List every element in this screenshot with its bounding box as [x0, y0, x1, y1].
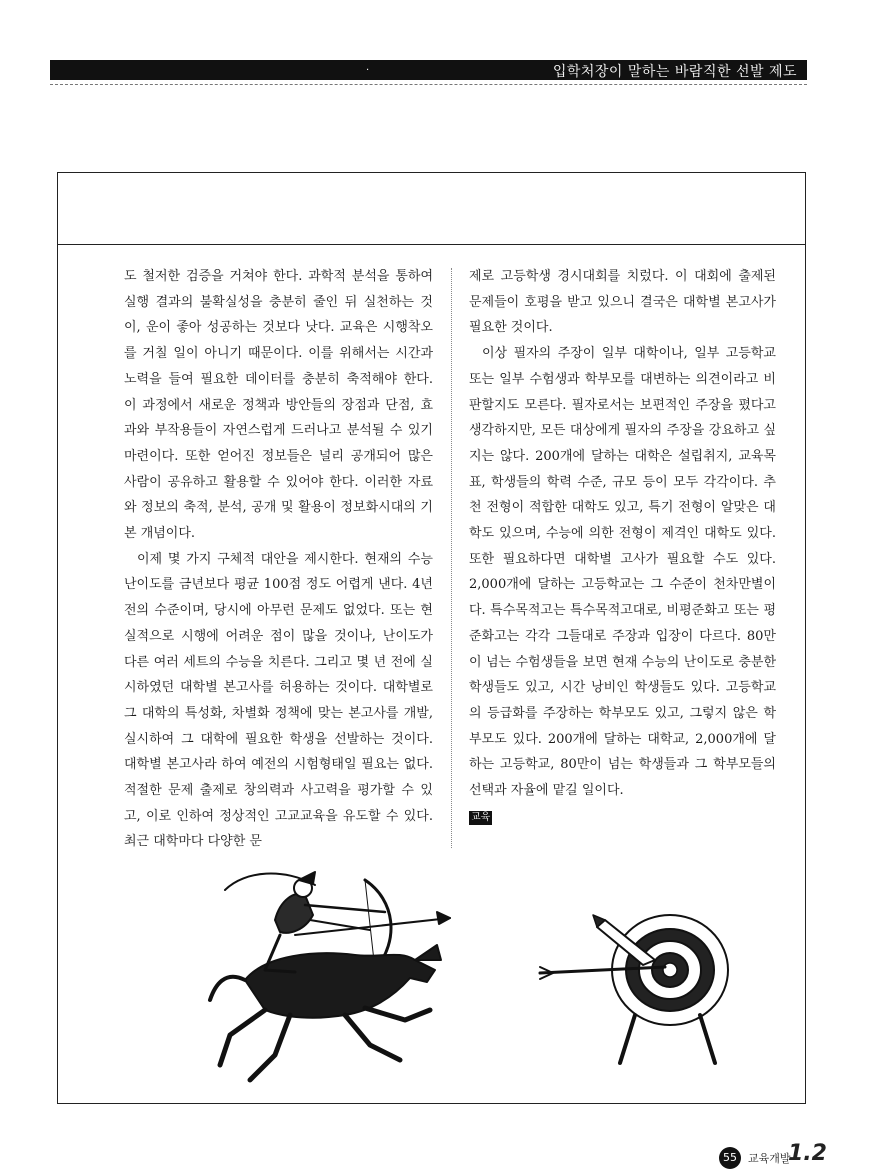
issue-number: 1.2 [788, 1141, 827, 1166]
column-divider [451, 268, 452, 848]
right-column [469, 264, 776, 829]
section-title: 입학처장이 말하는 바람직한 선발 제도 [552, 64, 797, 80]
left-column [124, 264, 433, 855]
magazine-name: 교육개발 [748, 1152, 791, 1165]
header-rule [50, 84, 807, 85]
archer-horse-illustration [205, 860, 465, 1095]
right-paragraph-2: 이상 필자의 주장이 일부 대학이나, 일부 고등학교 또는 일부 수험생과 학부모를 대변하는 의견이라고 비판할지도 모른다. 필자로서는 보편적인 주장을 폈다고 생각하지만, 모든 대상에게 필자의 주장을 강요하고 싶지는 않다. 200개에 달하는 대학은 설립취지, 교육목표, 학생들의 학력 수준, 규모 등이 모두 각각이다. 추천 전형이 적합한 대학도 있고, 특기 전형이 알맞은 대학도 있으며, 수능에 의한 전형이 제격인 대학도 있다. 또한 필요하다면 대학별 고사가 필요할 수도 있다. 2,000개에 달하는 고등학교는 그 수준이 천차만별이다. 특수목적고는 특수목적고대로, 비평준화고 또는 평준화고는 각각 그들대로 주장과 입장이 다르다. 80만이 넘는 수험생들을 보면 현재 수능의 난이도로 충분한 학생들도 있고, 시간 낭비인 학생들도 있다. 고등학교의 등급화를 주장하는 학부모도 있고, 그렇지 않은 학부모도 있다. 200개에 달하는 대학교, 2,000개에 달하는 고등학교, 80만이 넘는 학생들과 그 학부모들의 선택과 자율에 맡길 일이다. [469, 346, 776, 799]
page-number: 55 [719, 1147, 741, 1169]
frame-top-rule [57, 244, 806, 245]
right-paragraph-1: 제로 고등학생 경시대회를 치렀다. 이 대회에 출제된 문제들이 호평을 받고 있으니 결국은 대학별 본고사가 필요한 것이다. [469, 269, 776, 336]
left-paragraph-2: 이제 몇 가지 구체적 대안을 제시한다. 현재의 수능 난이도를 금년보다 평균 100점 정도 어렵게 낸다. 4년 전의 수준이며, 당시에 아무런 문제도 없었다. 또는 현실적으로 시행에 어려운 점이 많을 것이나, 난이도가 다른 여러 세트의 수능을 치른다. 그리고 몇 년 전에 실시하였던 대학별 본고사를 허용하는 것이다. 대학별로 그 대학의 특성화, 차별화 정책에 맞는 본고사를 개발, 실시하여 그 대학에 필요한 학생을 선발하는 것이다. 대학별 본고사라 하여 예전의 시험형태일 필요는 없다. 적절한 문제 출제로 창의력과 사고력을 평가할 수 있고, 이로 인하여 정상적인 고교교육을 유도할 수 있다. 최근 대학마다 다양한 문 [124, 551, 433, 850]
header-dot: · [366, 65, 370, 76]
left-paragraph-1: 도 철저한 검증을 거쳐야 한다. 과학적 분석을 통하여 실행 결과의 불확실성을 충분히 줄인 뒤 실천하는 것이, 운이 좋아 성공하는 것보다 낫다. 교육은 시행착오를 거칠 일이 아니기 때문이다. 이를 위해서는 시간과 노력을 들여 필요한 데이터를 충분히 축적해야 한다. 이 과정에서 새로운 정책과 방안들의 장점과 단점, 효과와 부작용들이 자연스럽게 드러나고 분석될 수 있기 마련이다. 또한 얻어진 정보들은 널리 공개되어 많은 사람이 공유하고 활용할 수 있어야 한다. 이러한 자료와 정보의 축적, 분석, 공개 및 활용이 정보화시대의 기본 개념이다. [124, 269, 433, 542]
header-bar [50, 60, 807, 80]
target-arrow-illustration [535, 905, 735, 1070]
end-mark-icon: 교육 [471, 811, 491, 823]
